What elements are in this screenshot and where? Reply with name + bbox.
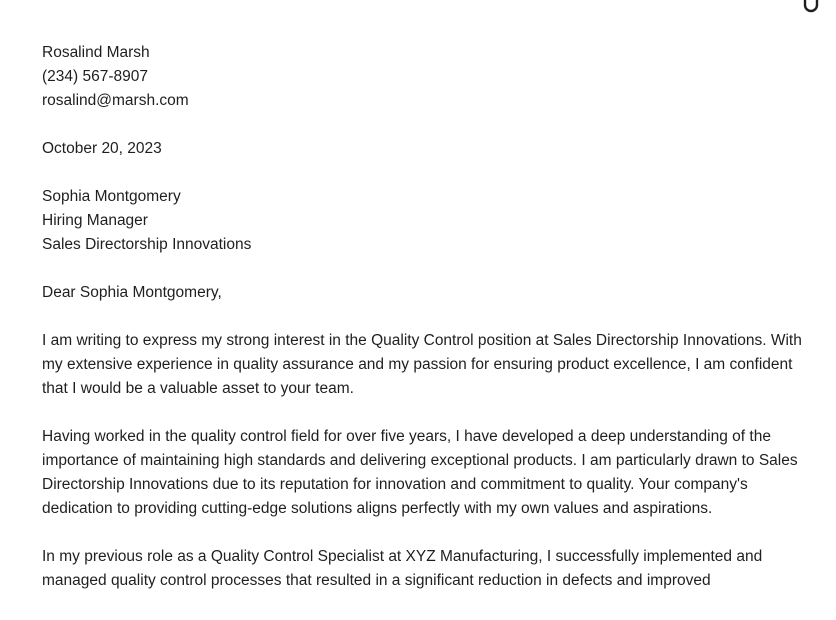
recipient-title: Hiring Manager: [42, 212, 148, 229]
sender-phone: (234) 567-8907: [42, 68, 148, 85]
recipient-company: Sales Directorship Innovations: [42, 236, 252, 253]
body-paragraph-1: I am writing to express my strong interest in the Quality Control position at Sales Directorship Innovations. With my extensive experience in quality assurance and my passion for ensuring product excellence, I am confident that I would be a valuable asset to your team.: [42, 332, 802, 397]
sender-name: Rosalind Marsh: [42, 44, 150, 61]
sender-email: rosalind@marsh.com: [42, 92, 189, 109]
body-paragraph-3: In my previous role as a Quality Control Specialist at XYZ Manufacturing, I successfully implemented and managed quality control processes that resulted in a significant reduction in defects and improved: [42, 548, 763, 589]
cover-letter: [42, 41, 802, 617]
recipient-block: [42, 185, 802, 257]
salutation: Dear Sophia Montgomery,: [42, 284, 222, 301]
salutation-block: [42, 281, 802, 305]
recipient-name: Sophia Montgomery: [42, 188, 181, 205]
body-paragraph-2: Having worked in the quality control field for over five years, I have developed a deep understanding of the importance of maintaining high standards and delivering exceptional products. I am particularly drawn to Sales Directorship Innovations due to its reputation for innovation and commitment to quality. Your company's dedication to providing cutting-edge solutions aligns perfectly with my own values and aspirations.: [42, 428, 798, 517]
sender-block: [42, 41, 802, 113]
attachment-icon[interactable]: [802, 0, 820, 14]
letter-date: October 20, 2023: [42, 140, 162, 157]
date-block: [42, 137, 802, 161]
